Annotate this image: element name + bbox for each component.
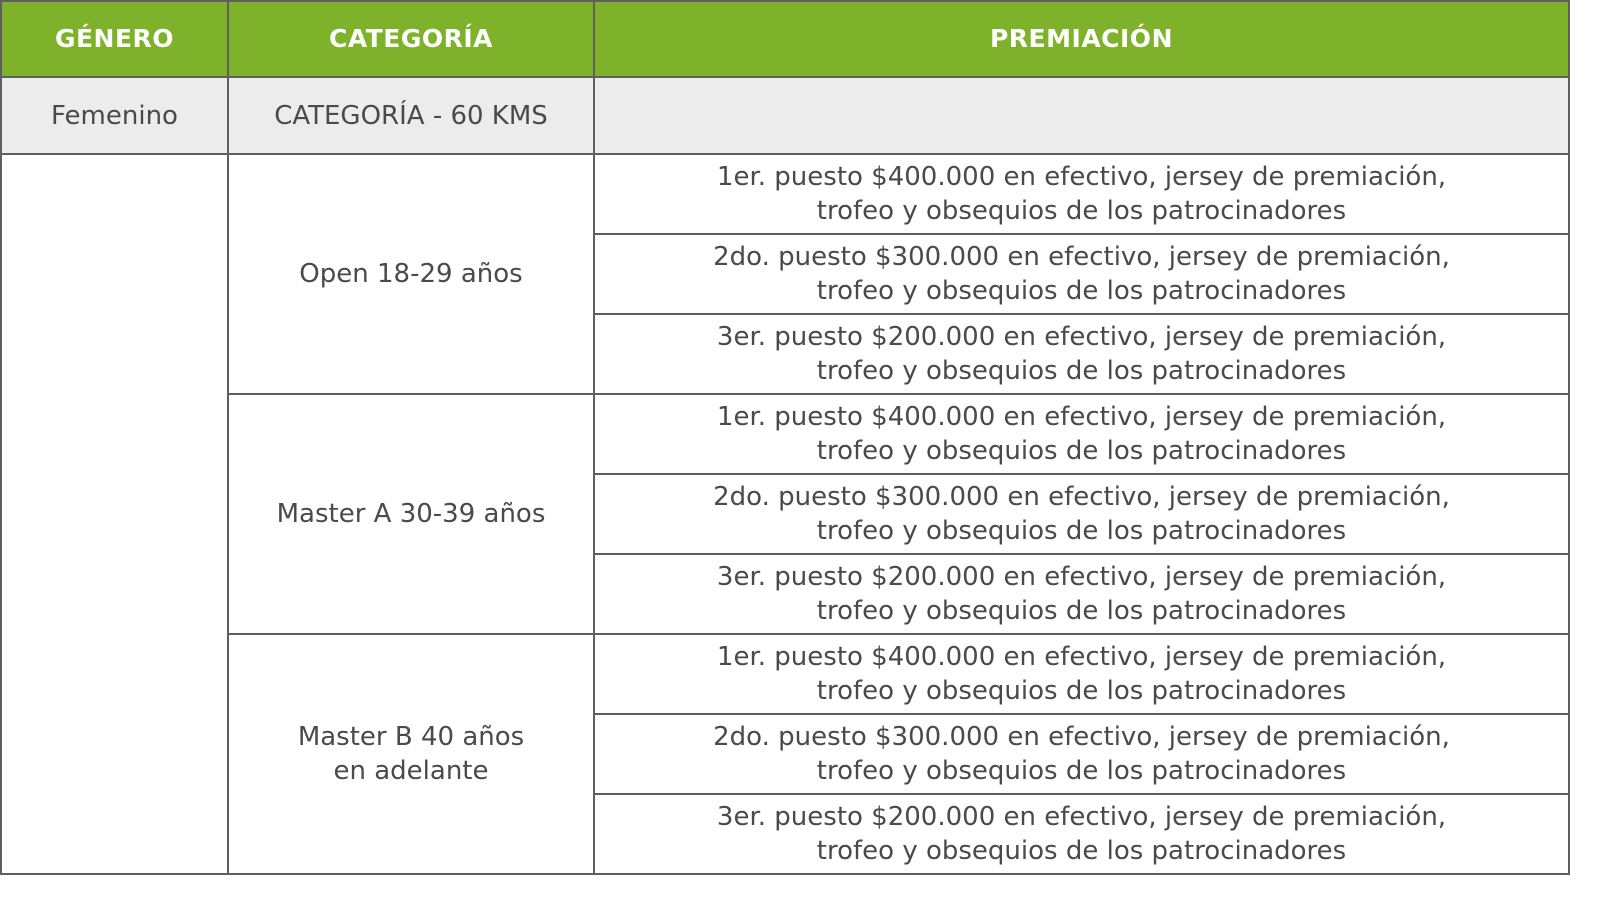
prize-cell [594, 714, 1569, 794]
prize-line: 3er. puesto $200.000 en efectivo, jersey de premiación, [716, 562, 1447, 592]
prize-line: trofeo y obsequios de los patrocinadores [816, 676, 1347, 706]
prize-line: 1er. puesto $400.000 en efectivo, jersey de premiación, [716, 642, 1447, 672]
prize-cell [594, 314, 1569, 394]
category-name: Open 18-29 años [299, 259, 523, 289]
prize-line: trofeo y obsequios de los patrocinadores [816, 196, 1347, 226]
prize-line: 2do. puesto $300.000 en efectivo, jersey de premiación, [713, 722, 1450, 752]
table-row [1, 394, 1569, 474]
prize-cell [594, 554, 1569, 634]
prize-line: trofeo y obsequios de los patrocinadores [816, 756, 1347, 786]
prize-line: 3er. puesto $200.000 en efectivo, jersey de premiación, [716, 322, 1447, 352]
prize-cell [594, 794, 1569, 874]
prize-line: trofeo y obsequios de los patrocinadores [816, 516, 1347, 546]
prize-cell [594, 634, 1569, 714]
prize-cell [594, 154, 1569, 234]
prize-line: 2do. puesto $300.000 en efectivo, jersey de premiación, [713, 242, 1450, 272]
category-name: en adelante [333, 756, 489, 786]
section-row [1, 77, 1569, 154]
prize-line: trofeo y obsequios de los patrocinadores [816, 436, 1347, 466]
category-name: Master B 40 años [297, 722, 525, 752]
prize-line: trofeo y obsequios de los patrocinadores [816, 276, 1347, 306]
category-cell [228, 154, 594, 394]
section-category: CATEGORÍA - 60 KMS [228, 77, 594, 154]
prize-cell [594, 234, 1569, 314]
prize-line: trofeo y obsequios de los patrocinadores [816, 596, 1347, 626]
section-prize [594, 77, 1569, 154]
header-gender: GÉNERO [1, 1, 228, 77]
header-category: CATEGORÍA [228, 1, 594, 77]
header-prize: PREMIACIÓN [594, 1, 1569, 77]
prize-cell [594, 474, 1569, 554]
prize-line: trofeo y obsequios de los patrocinadores [816, 836, 1347, 866]
header-row [1, 1, 1569, 77]
table-row [1, 634, 1569, 714]
category-cell [228, 634, 594, 874]
prize-line: 1er. puesto $400.000 en efectivo, jersey de premiación, [716, 162, 1447, 192]
table-row [1, 154, 1569, 234]
prize-line: 3er. puesto $200.000 en efectivo, jersey de premiación, [716, 802, 1447, 832]
category-cell [228, 394, 594, 634]
prize-line: trofeo y obsequios de los patrocinadores [816, 356, 1347, 386]
section-gender: Femenino [1, 77, 228, 154]
prize-cell [594, 394, 1569, 474]
prize-line: 2do. puesto $300.000 en efectivo, jersey de premiación, [713, 482, 1450, 512]
category-name: Master A 30-39 años [276, 499, 546, 529]
gender-merged-cell [1, 154, 228, 874]
prize-line: 1er. puesto $400.000 en efectivo, jersey de premiación, [716, 402, 1447, 432]
